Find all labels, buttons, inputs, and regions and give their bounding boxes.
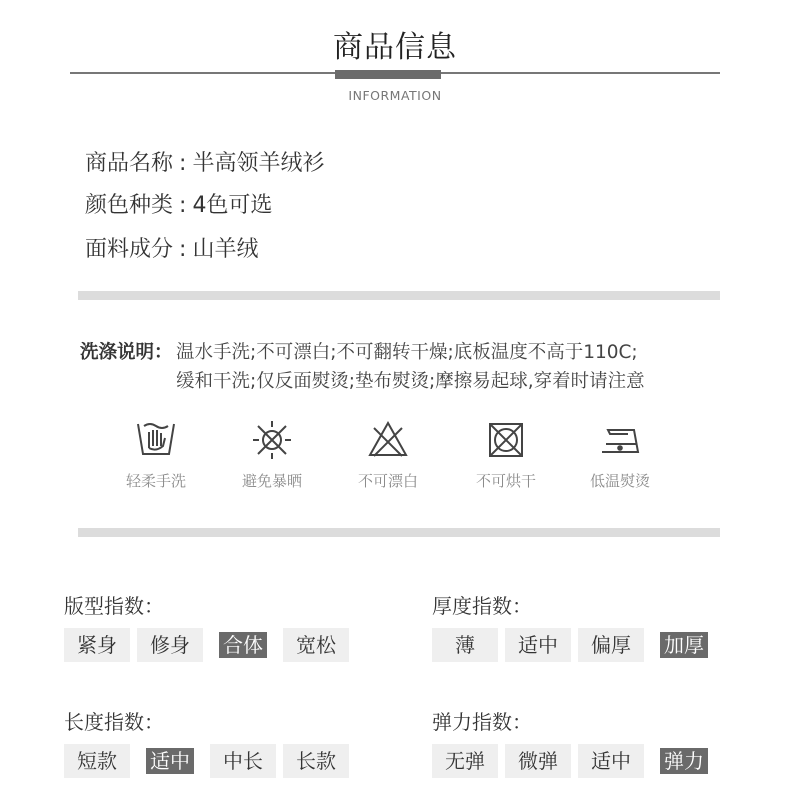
elasticity-option-stretch-selected: 弹力 (651, 744, 717, 778)
no-sun-label: 避免暴晒 (241, 472, 302, 490)
elasticity-index-title: 弹力指数： (432, 710, 532, 734)
product-name-value: 半高领羊绒衫 (192, 151, 325, 176)
page-subtitle: INFORMATION (348, 88, 442, 103)
low-iron-icon (598, 418, 642, 462)
color-types-label: 颜色种类 (85, 193, 174, 218)
fit-option-regular-selected: 合体 (210, 628, 276, 662)
thickness-option-thick: 偏厚 (578, 628, 644, 662)
length-option-regular-selected: 适中 (137, 744, 203, 778)
no-tumble-dry-label: 不可烘干 (475, 472, 536, 490)
section-divider (78, 291, 720, 300)
color-types-row: 颜色种类 : 4色可选 (85, 193, 273, 218)
elasticity-option-none: 无弹 (432, 744, 498, 778)
elasticity-option-slight: 微弹 (505, 744, 571, 778)
thickness-index-title: 厚度指数： (432, 594, 532, 618)
length-option-mid-long: 中长 (210, 744, 276, 778)
thickness-option-medium: 适中 (505, 628, 571, 662)
product-name-row: 商品名称 : 半高领羊绒衫 (85, 151, 325, 176)
elasticity-option-medium: 适中 (578, 744, 644, 778)
length-option-short: 短款 (64, 744, 130, 778)
length-option-long: 长款 (283, 744, 349, 778)
thickness-option-thin: 薄 (432, 628, 498, 662)
low-iron-label: 低温熨烫 (589, 472, 650, 490)
fit-option-slim: 修身 (137, 628, 203, 662)
fabric-row: 面料成分 : 山羊绒 (85, 237, 259, 262)
section-divider-2 (78, 528, 720, 537)
length-index-title: 长度指数： (64, 710, 164, 734)
washing-text-line1: 温水手洗;不可漂白;不可翻转干燥;底板温度不高于110C; (176, 342, 638, 363)
washing-text-line2: 缓和干洗;仅反面熨烫;垫布熨烫;摩擦易起球,穿着时请注意 (176, 371, 645, 392)
fit-option-loose: 宽松 (283, 628, 349, 662)
no-sun-icon (250, 418, 294, 462)
page-title: 商品信息 (333, 30, 457, 65)
hand-wash-icon (134, 418, 178, 462)
color-types-value: 4色可选 (192, 193, 273, 218)
no-tumble-dry-icon (484, 418, 528, 462)
washing-label: 洗涤说明： (80, 342, 173, 363)
fit-index-title: 版型指数： (64, 594, 164, 618)
product-name-label: 商品名称 (85, 151, 174, 176)
fabric-value: 山羊绒 (192, 237, 259, 262)
title-accent-bar (335, 70, 441, 79)
fit-option-tight: 紧身 (64, 628, 130, 662)
thickness-option-extra-thick-selected: 加厚 (651, 628, 717, 662)
no-bleach-icon (366, 418, 410, 462)
hand-wash-label: 轻柔手洗 (125, 472, 186, 490)
fabric-label: 面料成分 (85, 237, 174, 262)
no-bleach-label: 不可漂白 (357, 472, 418, 490)
